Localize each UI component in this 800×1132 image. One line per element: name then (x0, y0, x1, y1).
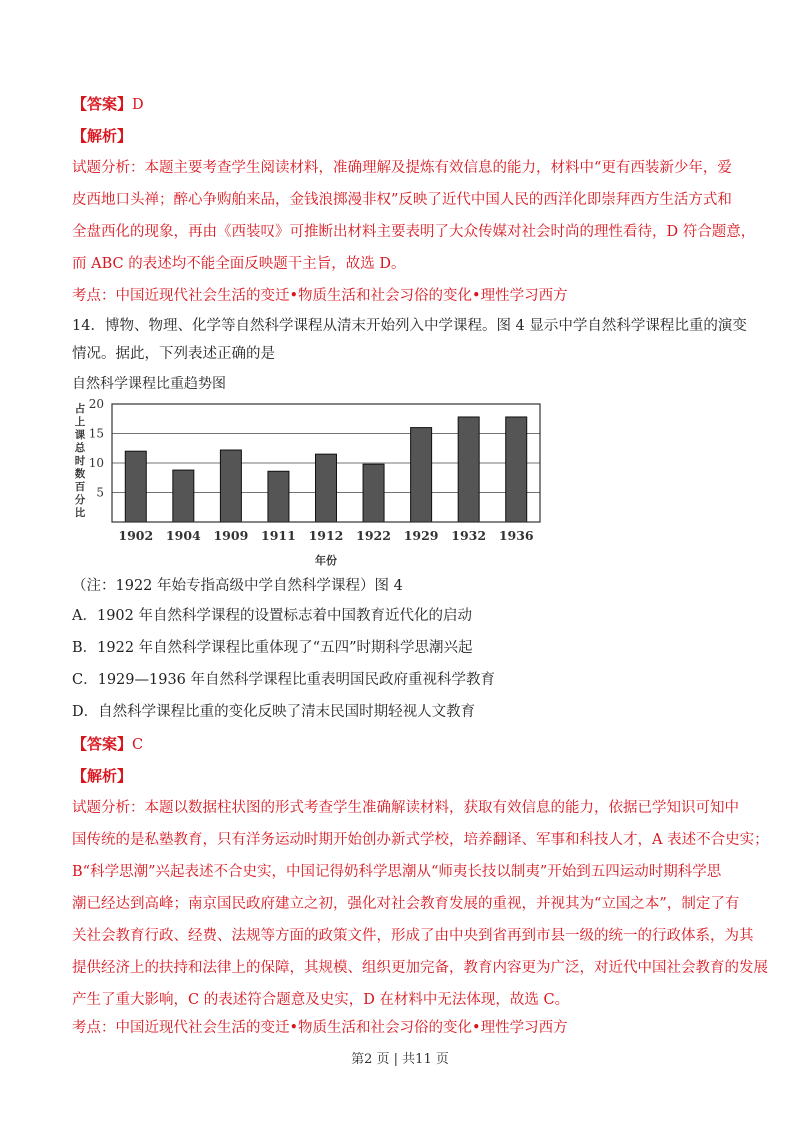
answer-value: D (132, 97, 144, 113)
analysis-label-13 (72, 126, 132, 147)
analysis-line: 关社会教育行政、经费、法规等方面的政策文件，形成了由中央到省再到市县一级的统一的行政体系，为其 (72, 928, 754, 944)
bar-1922 (363, 464, 384, 522)
chart-title: 自然科学课程比重趋势图 (72, 376, 226, 392)
option-c: C．1929—1936 年自然科学课程比重表明国民政府重视科学教育 (72, 672, 496, 688)
analysis-label: 【解析】 (72, 767, 133, 785)
y-label-char: 比 (74, 507, 86, 519)
x-tick-label: 1904 (165, 528, 201, 543)
bar-1911 (268, 471, 289, 522)
y-label-char: 上 (74, 416, 86, 428)
y-axis-ticks (89, 398, 104, 500)
option-b: B．1922 年自然科学课程比重体现了“五四”时期科学思潮兴起 (72, 640, 473, 656)
option-a: A．1902 年自然科学课程的设置标志着中国教育近代化的启动 (72, 608, 472, 624)
y-tick-label: 5 (96, 485, 104, 500)
chart-note: （注：1922 年始专指高级中学自然科学课程）图 4 (72, 578, 403, 594)
bar-1929 (411, 428, 432, 522)
analysis-line: 产生了重大影响，C 的表述符合题意及史实，D 在材料中无法体现，故选 C。 (72, 992, 570, 1008)
answer-row-14 (72, 734, 143, 755)
bar-1902 (125, 451, 146, 522)
x-axis-ticks (118, 528, 534, 543)
x-axis-label: 年份 (315, 554, 337, 567)
y-tick-label: 20 (88, 398, 104, 411)
x-tick-label: 1911 (261, 528, 296, 543)
y-label-char: 百 (74, 481, 86, 493)
analysis-line: 而 ABC 的表述均不能全面反映题干主旨，故选 D。 (72, 256, 406, 272)
analysis-label: 【解析】 (72, 127, 133, 145)
bar-1936 (506, 417, 527, 522)
y-label-char: 课 (74, 429, 86, 441)
y-label-char: 分 (74, 494, 86, 506)
answer-label: 【答案】 (72, 95, 133, 113)
x-tick-label: 1932 (451, 528, 487, 543)
x-tick-label: 1909 (213, 528, 249, 543)
y-tick-label: 10 (88, 456, 104, 470)
analysis-line: B“科学思潮”兴起表述不合史实，中国记得奶科学思潮从“师夷长技以制夷”开始到五四运动时期科学思 (72, 864, 722, 880)
bars (125, 417, 526, 522)
x-tick-label: 1929 (403, 528, 439, 543)
analysis-line: 国传统的是私塾教育，只有洋务运动时期开始创办新式学校，培养翻译、军事和科技人才，A 表述不合史实； (72, 832, 769, 848)
x-tick-label: 1902 (118, 528, 154, 543)
bar-1904 (173, 470, 194, 522)
page-footer: 第2 页 | 共11 页 (351, 1052, 449, 1067)
x-tick-label: 1912 (308, 528, 344, 543)
y-axis-label (74, 402, 86, 519)
analysis-line: 皮西地口头禅；醉心争购舶来品，金钱浪掷漫非权”反映了近代中国人民的西洋化即崇拜西方生活方式和 (72, 192, 732, 208)
analysis-line: 试题分析：本题以数据柱状图的形式考查学生准确解读材料，获取有效信息的能力，依据已学知识可知中 (72, 800, 739, 816)
answer-label: 【答案】 (72, 735, 133, 753)
bar-1909 (220, 450, 241, 522)
kaodian-line: 考点：中国近现代社会生活的变迁•物质生活和社会习俗的变化•理性学习西方 (72, 288, 568, 304)
bar-1912 (316, 454, 337, 522)
bar-1932 (458, 417, 479, 522)
x-tick-label: 1936 (498, 528, 534, 543)
y-label-char: 数 (74, 468, 86, 480)
question-stem: 14．博物、物理、化学等自然科学课程从清末开始列入中学课程。图 4 显示中学自然科学课程比重的演变 (72, 318, 747, 334)
analysis-line: 潮已经达到高峰；南京国民政府建立之初，强化对社会教育发展的重视，并视其为“立国之本”，制定了有 (72, 896, 740, 912)
analysis-line: 全盘西化的现象，再由《西装叹》可推断出材料主要表明了大众传媒对社会时尚的理性看待，D 符合题意， (72, 224, 756, 240)
y-tick-label: 15 (88, 426, 104, 441)
bar-chart (72, 398, 552, 570)
y-label-char: 占 (74, 403, 86, 415)
analysis-line: 试题分析：本题主要考查学生阅读材料，准确理解及提炼有效信息的能力，材料中“更有西装新少年，爱 (72, 160, 732, 176)
answer-value: C (132, 737, 144, 753)
analysis-label-14 (72, 766, 132, 787)
question-stem: 情况。据此，下列表述正确的是 (72, 346, 275, 362)
x-tick-label: 1922 (356, 528, 391, 543)
option-d: D．自然科学课程比重的变化反映了清末民国时期轻视人文教育 (72, 704, 476, 720)
kaodian-line: 考点：中国近现代社会生活的变迁•物质生活和社会习俗的变化•理性学习西方 (72, 1020, 568, 1036)
y-label-char: 时 (74, 455, 86, 467)
answer-row-13 (72, 94, 144, 115)
analysis-line: 提供经济上的扶持和法律上的保障，其规模、组织更加完备，教育内容更为广泛，对近代中国社会教育的发展 (72, 960, 768, 976)
y-label-char: 总 (74, 442, 86, 454)
